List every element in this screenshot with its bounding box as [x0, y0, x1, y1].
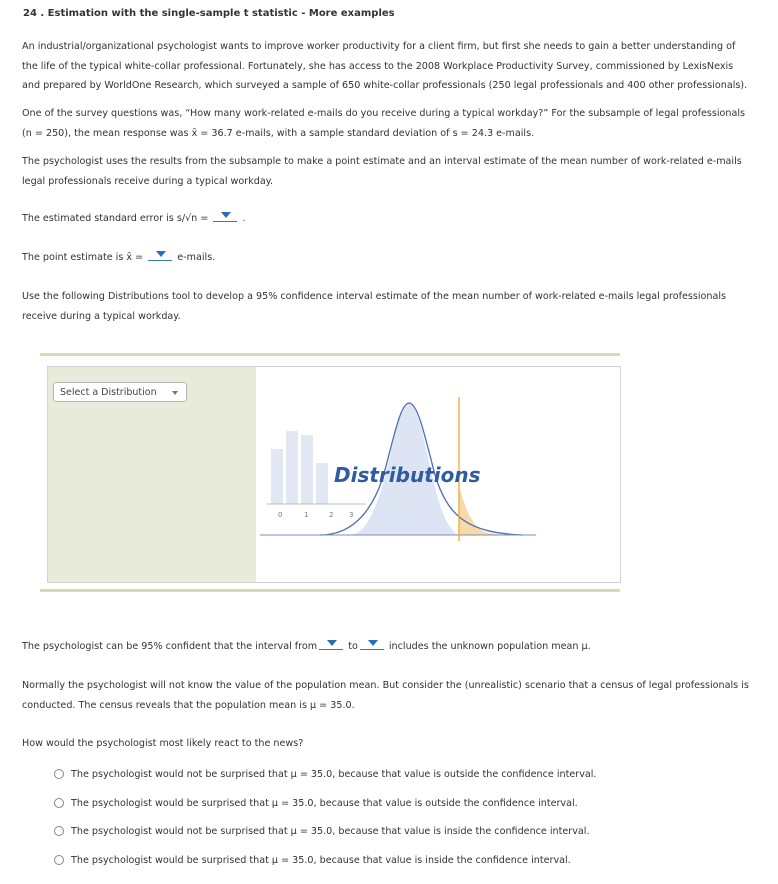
histogram-bar [301, 435, 313, 504]
std-error-dropdown[interactable] [213, 210, 237, 222]
react-question: How would the psychologist most likely react to the news? [22, 738, 304, 749]
intro-line: the life of the typical white-collar professional. Fortunately, she has access to the 2008 Workplace Productivity Survey, commissioned by LexisNexis [22, 60, 734, 72]
select-distribution-label: Select a Distribution [60, 387, 157, 398]
std-error-suffix: . [242, 213, 246, 224]
instructions-line: receive during a typical workday. [22, 310, 181, 322]
confidence-suffix: includes the unknown population mean μ. [388, 641, 591, 652]
point-estimate-prefix: The point estimate is x̄ = [22, 252, 147, 263]
tool-bottom-rule [40, 589, 620, 592]
intro-paragraph [22, 37, 762, 96]
distributions-tool [47, 366, 621, 583]
answer-option-label: The psychologist would be surprised that μ = 35.0, because that value is inside the confidence interval. [71, 855, 571, 866]
radio-button[interactable] [54, 826, 64, 836]
std-error-row [22, 209, 762, 229]
ci-upper-dropdown[interactable] [360, 638, 384, 650]
axis-tick: 3 [349, 511, 354, 519]
answer-option-label: The psychologist would not be surprised that μ = 35.0, because that value is inside the confidence interval. [71, 826, 590, 837]
histogram-bar [316, 463, 328, 504]
axis-tick: 1 [304, 511, 309, 519]
point-estimate-suffix: e-mails. [177, 252, 216, 263]
census-paragraph [22, 676, 762, 715]
curve-tail [459, 485, 503, 535]
point-estimate-row [22, 248, 762, 268]
answer-option-label: The psychologist would be surprised that μ = 35.0, because that value is outside the confidence interval. [71, 798, 578, 809]
survey-line: One of the survey questions was, “How many work-related e-mails do you receive during a typical workday?” For the subsample of legal professionals [22, 108, 746, 119]
confidence-row [22, 637, 762, 657]
axis-tick: 0 [278, 511, 283, 519]
census-line: conducted. The census reveals that the population mean is μ = 35.0. [22, 699, 355, 711]
uses-line: legal professionals receive during a typical workday. [22, 175, 274, 187]
survey-line: (n = 250), the mean response was x̄ = 36.7 e-mails, with a sample standard deviation of s = 24.3 e-mails. [22, 127, 535, 139]
intro-line: An industrial/organizational psychologist wants to improve worker productivity for a client firm, but first she needs to gain a better understanding of [22, 41, 736, 52]
histogram-bar [286, 431, 298, 504]
survey-paragraph [22, 104, 762, 143]
uses-line: The psychologist uses the results from the subsample to make a point estimate and an interval estimate of the mean number of work-related e-mails [22, 156, 742, 167]
distributions-graphic [48, 367, 620, 582]
distributions-logo-text: Distributions [334, 463, 481, 487]
radio-button[interactable] [54, 798, 64, 808]
confidence-middle: to [348, 641, 358, 652]
instructions-line: Use the following Distributions tool to develop a 95% confidence interval estimate of the mean number of work-related e-mails legal professionals [22, 291, 727, 302]
tool-top-rule [40, 353, 620, 356]
answer-option-label: The psychologist would not be surprised that μ = 35.0, because that value is outside the confidence interval. [71, 769, 597, 780]
radio-button[interactable] [54, 769, 64, 779]
std-error-prefix: The estimated standard error is s/√n = [22, 213, 212, 224]
point-estimate-dropdown[interactable] [148, 249, 172, 261]
intro-line: and prepared by WorldOne Research, which surveyed a sample of 650 white-collar professionals (250 legal professionals and 400 other professionals). [22, 80, 748, 91]
question-title: 24 . Estimation with the single-sample t statistic - More examples [23, 8, 395, 19]
uses-paragraph [22, 152, 762, 191]
histogram-bar [271, 449, 283, 504]
ci-lower-dropdown[interactable] [319, 638, 343, 650]
confidence-prefix: The psychologist can be 95% confident that the interval from [22, 641, 318, 652]
axis-tick: 2 [329, 511, 334, 519]
census-line: Normally the psychologist will not know the value of the population mean. But consider the (unrealistic) scenario that a census of legal professionals is [22, 680, 749, 691]
radio-button[interactable] [54, 855, 64, 865]
instructions-paragraph [22, 287, 762, 326]
